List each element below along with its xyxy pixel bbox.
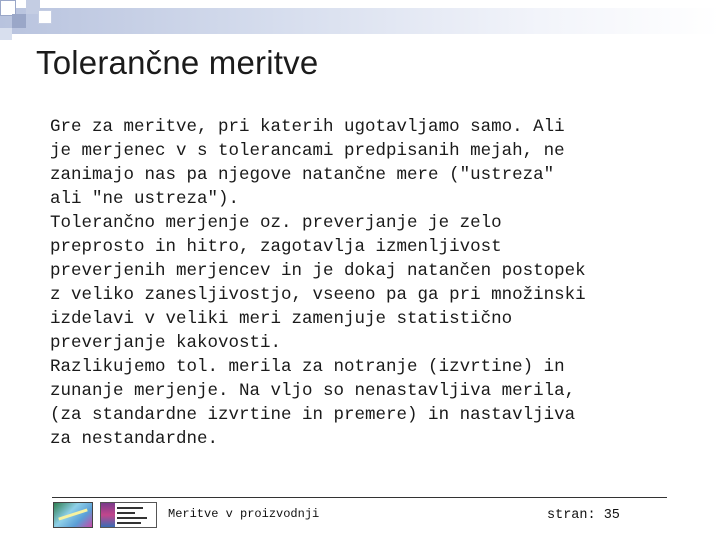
footer-divider	[52, 497, 667, 498]
logo-text-mark	[117, 522, 141, 524]
logo-text-mark	[117, 507, 143, 509]
laboratory-logo	[100, 502, 157, 528]
body-line: ali "ne ustreza").	[50, 189, 240, 209]
body-line: za nestandardne.	[50, 429, 219, 449]
footer-page-number: stran: 35	[547, 508, 620, 523]
deco-square	[38, 10, 52, 24]
body-line: zanimajo nas pa njegove natančne mere ("ustreza"	[50, 165, 555, 185]
logo-color-strip	[101, 503, 115, 527]
body-line: Tolerančno merjenje oz. preverjanje je zelo	[50, 213, 502, 233]
body-line: preprosto in hitro, zagotavlja izmenljivost	[50, 237, 502, 257]
body-line: preverjenih merjencev in je dokaj natančen postopek	[50, 261, 586, 281]
body-line: izdelavi v veliki meri zamenjuje statistično	[50, 309, 513, 329]
slide-body	[50, 115, 690, 451]
body-line: (za standardne izvrtine in premere) in nastavljiva	[50, 405, 576, 425]
title-gradient-bar	[0, 8, 720, 34]
deco-square	[0, 28, 12, 40]
body-line: preverjanje kakovosti.	[50, 333, 282, 353]
logo-text-mark	[117, 512, 135, 514]
slide-title: Tolerančne meritve	[36, 44, 319, 81]
logo-text-mark	[117, 517, 147, 519]
body-line: zunanje merjenje. Na vljo so nenastavljiva merila,	[50, 381, 576, 401]
body-line: Gre za meritve, pri katerih ugotavljamo samo. Ali	[50, 117, 565, 137]
deco-square	[12, 14, 26, 28]
body-line: Razlikujemo tol. merila za notranje (izvrtine) in	[50, 357, 565, 377]
footer-course-title: Meritve v proizvodnji	[168, 507, 320, 521]
body-line: je merjenec v s tolerancami predpisanih mejah, ne	[50, 141, 565, 161]
university-logo	[53, 502, 93, 528]
body-line: z veliko zanesljivostjo, vseeno pa ga pri množinski	[50, 285, 586, 305]
